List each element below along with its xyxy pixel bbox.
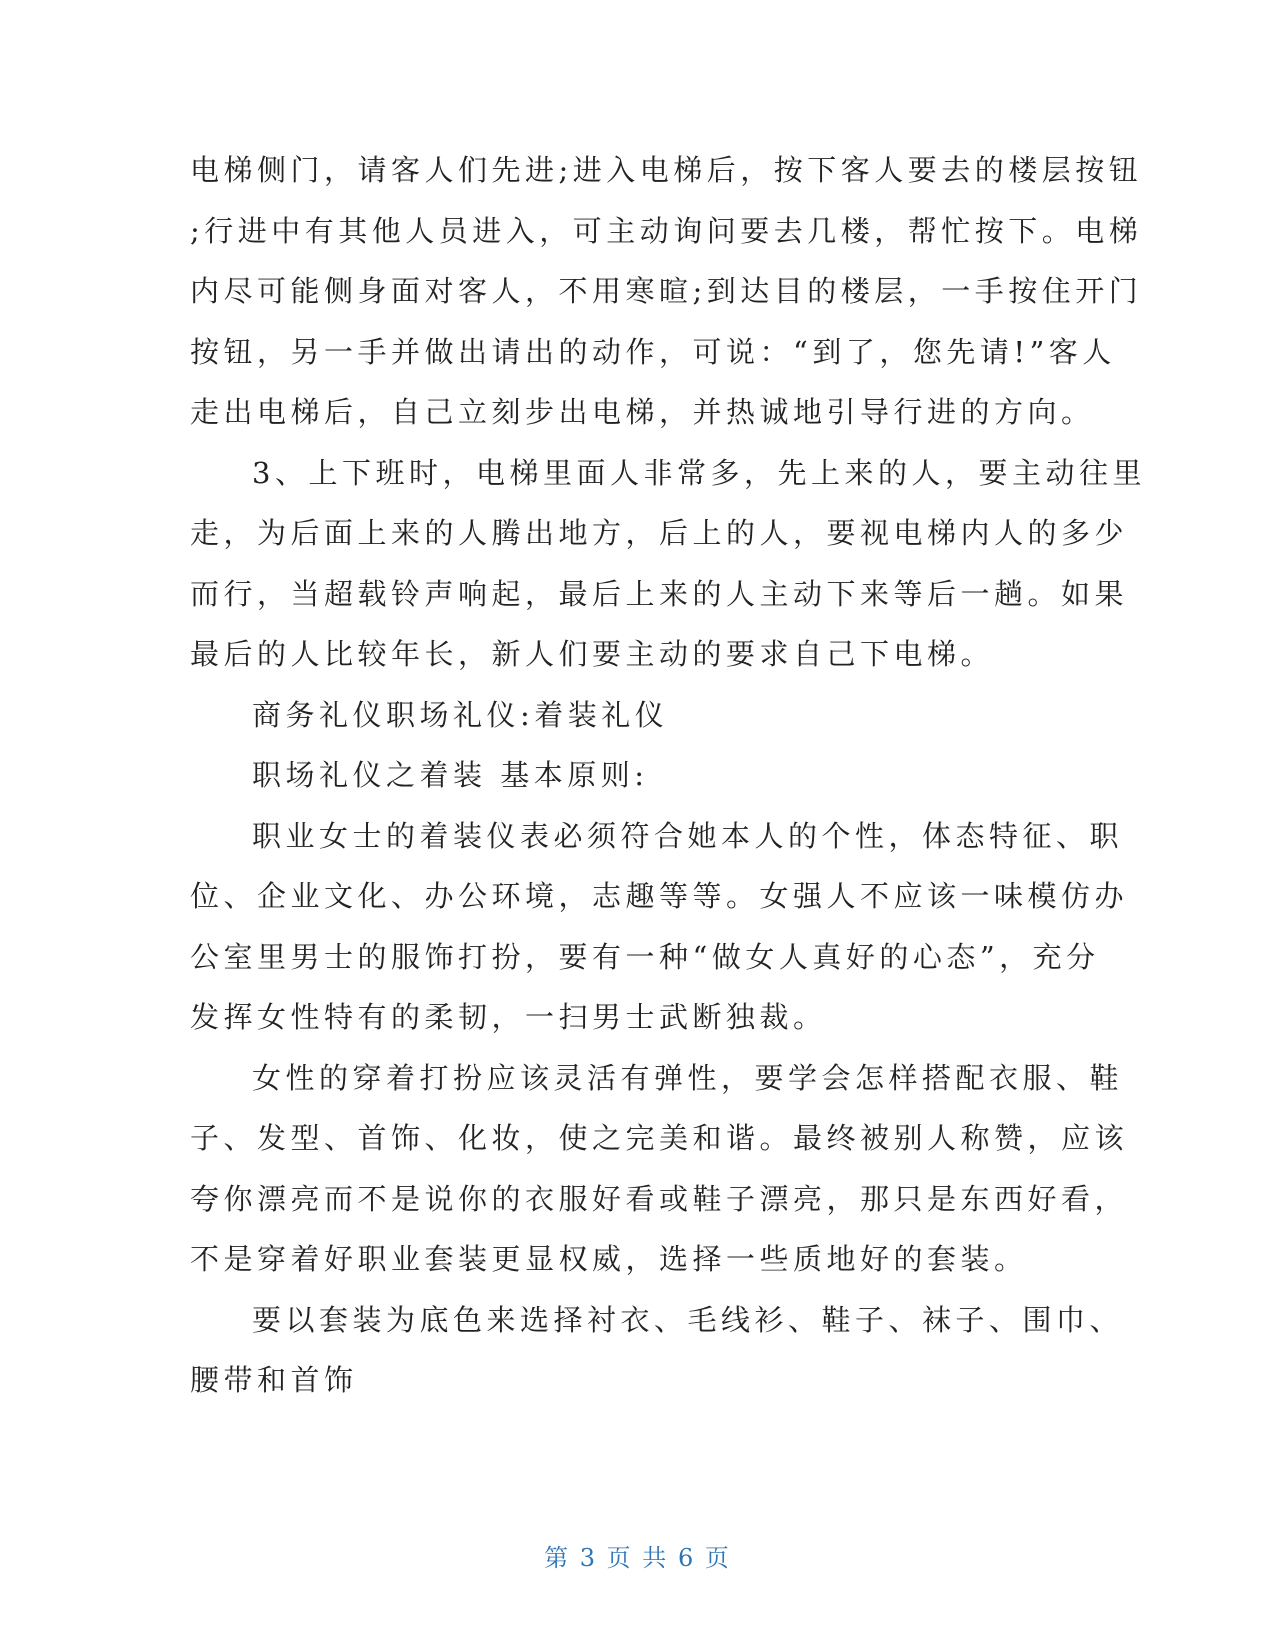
text-line: 不是穿着好职业套装更显权威，选择一些质地好的套装。: [190, 1242, 1028, 1276]
text-line: 子、发型、首饰、化妆，使之完美和谐。最终被别人称赞，应该: [190, 1121, 1129, 1155]
text-line: 走，为后面上来的人腾出地方，后上的人，要视电梯内人的多少: [190, 516, 1129, 550]
text-line: 公室里男士的服饰打扮，要有一种“做女人真好的心态”，充分: [190, 939, 1100, 974]
text-line: 夸你漂亮而不是说你的衣服好看或鞋子漂亮，那只是东西好看，: [190, 1181, 1129, 1216]
text-line: 内尽可能侧身面对客人，不用寒暄;到达目的楼层，一手按住开门: [190, 274, 1143, 308]
text-line: 职业女士的着装仪表必须符合她本人的个性，体态特征、职: [252, 818, 1124, 853]
text-line: 3、上下班时，电梯里面人非常多，先上来的人，要主动往里: [252, 455, 1146, 490]
document-body: [190, 140, 1146, 1411]
text-line: 电梯侧门，请客人们先进;进入电梯后，按下客人要去的楼层按钮: [190, 153, 1143, 187]
text-line: 发挥女性特有的柔韧，一扫男士武断独裁。: [190, 1000, 827, 1034]
section-heading: 商务礼仪职场礼仪:着装礼仪: [252, 697, 669, 732]
text-line: 位、企业文化、办公环境，志趣等等。女强人不应该一味模仿办: [190, 879, 1129, 913]
subsection-heading: 职场礼仪之着装 基本原则:: [252, 758, 649, 792]
text-line: 走出电梯后，自己立刻步出电梯，并热诚地引导行进的方向。: [190, 395, 1095, 429]
text-line: 而行，当超载铃声响起，最后上来的人主动下来等后一趟。如果: [190, 576, 1129, 611]
text-line: 腰带和首饰: [190, 1363, 358, 1397]
text-line: 按钮，另一手并做出请出的动作，可说：“到了，您先请!”客人: [190, 334, 1116, 369]
text-line: 最后的人比较年长，新人们要主动的要求自己下电梯。: [190, 637, 995, 671]
text-line: 女性的穿着打扮应该灵活有弹性，要学会怎样搭配衣服、鞋: [252, 1060, 1124, 1095]
text-line: 要以套装为底色来选择衬衣、毛线衫、鞋子、袜子、围巾、: [252, 1302, 1124, 1337]
page-number-footer: 第 3 页 共 6 页: [544, 1544, 731, 1572]
text-line: ;行进中有其他人员进入，可主动询问要去几楼，帮忙按下。电梯: [190, 213, 1143, 248]
